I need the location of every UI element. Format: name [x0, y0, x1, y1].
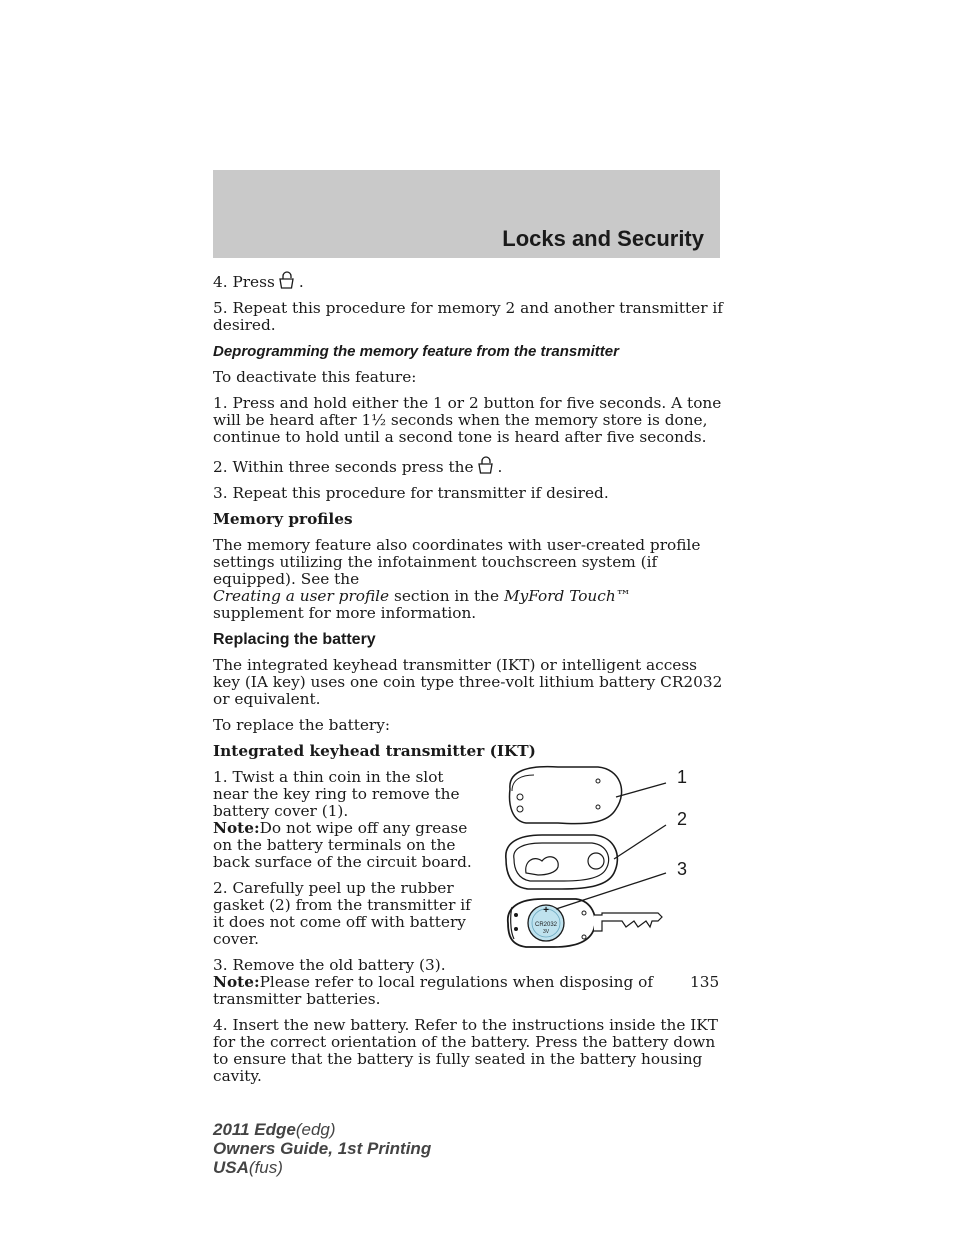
footer-line-2 [213, 1139, 431, 1158]
ikt-note-1-text: Do not wipe off any grease on the battery terminals on the back surface of the circuit board. [213, 819, 472, 871]
memory-profiles-paragraph [213, 537, 723, 622]
footer-guide: Owners Guide, 1st Printing [213, 1139, 432, 1158]
gasket-illustration [506, 825, 666, 889]
callout-2 [677, 809, 687, 829]
deprogram-step-2-period: . [497, 458, 503, 476]
note-label: Note: [213, 819, 260, 837]
step-4-period: . [298, 273, 304, 291]
profiles-text-b: section in the [393, 587, 500, 605]
ikt-heading: Integrated keyhead transmitter (IKT) [213, 742, 536, 760]
lock-icon [476, 455, 496, 475]
deprogram-step-2 [213, 455, 723, 476]
battery-plus: + [543, 905, 549, 916]
battery-intro: The integrated keyhead transmitter (IKT) or intelligent access key (IA key) uses one coin type three-volt lithium battery CR2032 or equivalent. [213, 656, 723, 708]
step-4-press [213, 270, 723, 291]
ikt-note-2 [213, 974, 723, 1008]
callout-3 [677, 859, 687, 879]
page-number: 135 [690, 973, 720, 991]
callout-2-label: 2 [676, 809, 688, 829]
ikt-step-1 [213, 769, 475, 820]
ikt-note-1 [213, 820, 475, 871]
deprogram-step-2-text: 2. Within three seconds press the [213, 458, 474, 476]
footer [213, 1120, 431, 1177]
footer-line-3 [213, 1158, 431, 1177]
to-replace: To replace the battery: [213, 716, 391, 734]
profiles-ref-user-profile: Creating a user profile [213, 587, 390, 605]
deprogram-step-3: 3. Repeat this procedure for transmitter if desired. [213, 484, 609, 502]
footer-market: USA [213, 1158, 249, 1177]
ikt-note-2-text: Please refer to local regulations when disposing of transmitter batteries. [213, 973, 653, 1008]
battery-voltage: 3V [542, 929, 550, 935]
deprogram-heading: Deprogramming the memory feature from the transmitter [213, 343, 619, 360]
replacing-battery-heading: Replacing the battery [213, 631, 376, 648]
ikt-step-4: 4. Insert the new battery. Refer to the instructions inside the IKT for the correct orientation of the battery. Press the battery down to ensure that the battery is fully seated in the battery housing cavity. [213, 1016, 718, 1085]
note-label: Note: [213, 973, 260, 991]
footer-model: 2011 Edge [213, 1120, 296, 1139]
memory-profiles-heading: Memory profiles [213, 510, 353, 528]
battery-cover-illustration [510, 767, 666, 824]
battery-model: CR2032 [534, 922, 558, 928]
ikt-section [213, 769, 723, 948]
callout-1-label: 1 [676, 767, 688, 787]
footer-model-code: (edg) [295, 1120, 336, 1139]
profiles-text-a: The memory feature also coordinates with user-created profile settings utilizing the infotainment touchscreen system (if equipped). See the [213, 536, 701, 588]
ikt-steps [213, 769, 475, 948]
deprogram-intro: To deactivate this feature: [213, 368, 417, 386]
callout-1 [677, 767, 687, 787]
lock-icon [277, 270, 297, 290]
ikt-step-3: 3. Remove the old battery (3). [213, 956, 446, 974]
page-content [213, 270, 723, 1094]
ikt-step-1-text: 1. Twist a thin coin in the slot near the key ring to remove the battery cover (1). [213, 768, 460, 820]
footer-market-code: (fus) [248, 1158, 283, 1177]
profiles-text-c: supplement for more information. [213, 604, 477, 622]
step-4-text: 4. Press [213, 273, 275, 291]
footer-line-1 [213, 1120, 431, 1139]
header-band [213, 170, 720, 258]
ikt-step-2: 2. Carefully peel up the rubber gasket (2) from the transmitter if it does not come off with battery cover. [213, 879, 471, 948]
callout-3-label: 3 [676, 859, 688, 879]
deprogram-step-1: 1. Press and hold either the 1 or 2 button for five seconds. A tone will be heard after 1½ seconds when the memory store is done, continue to hold until a second tone is heard after five seconds. [213, 394, 722, 446]
ikt-battery-figure [498, 761, 708, 961]
section-title: Locks and Security [502, 226, 704, 251]
profiles-ref-myford-touch: MyFord Touch™ [503, 587, 632, 605]
step-5: 5. Repeat this procedure for memory 2 and another transmitter if desired. [213, 299, 723, 334]
